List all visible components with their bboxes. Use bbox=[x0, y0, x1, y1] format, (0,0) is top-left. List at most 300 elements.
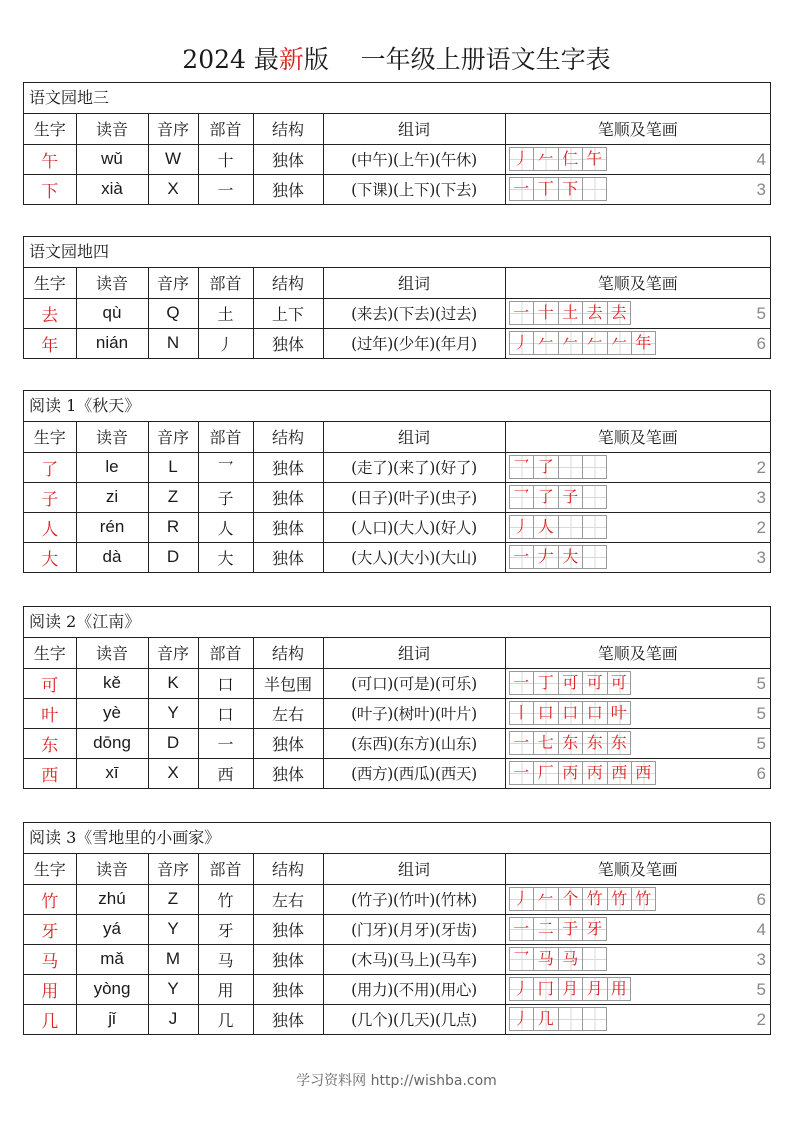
stroke-step bbox=[607, 761, 632, 785]
stroke-count: 2 bbox=[756, 517, 766, 537]
stroke-step bbox=[607, 671, 632, 695]
stroke-order-cell bbox=[505, 144, 770, 174]
stroke-count: 6 bbox=[756, 333, 766, 353]
stroke-glyph: 厂 bbox=[537, 763, 554, 783]
stroke-glyph: 𠂉 bbox=[537, 889, 554, 908]
char-table bbox=[24, 638, 770, 788]
stroke-grid bbox=[509, 947, 771, 971]
stroke-step bbox=[558, 731, 583, 755]
character-cell: 午 bbox=[24, 144, 76, 174]
structure-cell: 独体 bbox=[253, 944, 323, 974]
title-prefix: 2024 最 bbox=[182, 45, 279, 74]
stroke-step bbox=[509, 917, 534, 941]
stroke-step bbox=[582, 761, 607, 785]
stroke-glyph: 东 bbox=[562, 733, 579, 752]
order-cell: K bbox=[148, 668, 198, 698]
radical-cell: 人 bbox=[198, 512, 253, 542]
column-header: 组词 bbox=[323, 638, 505, 668]
words-cell: (下课)(上下)(下去) bbox=[323, 174, 505, 204]
stroke-count: 5 bbox=[756, 979, 766, 999]
stroke-step bbox=[533, 1007, 558, 1031]
stroke-count: 5 bbox=[756, 673, 766, 693]
stroke-count: 5 bbox=[756, 703, 766, 723]
radical-cell: 牙 bbox=[198, 914, 253, 944]
stroke-glyph: 𠂇 bbox=[537, 547, 554, 567]
pinyin-cell: zhú bbox=[76, 884, 148, 914]
stroke-step bbox=[509, 887, 534, 911]
column-header: 读音 bbox=[76, 638, 148, 668]
words-cell: (木马)(马上)(马车) bbox=[323, 944, 505, 974]
stroke-step bbox=[533, 761, 558, 785]
stroke-glyph: 丨 bbox=[513, 703, 530, 722]
words-cell: (叶子)(树叶)(叶片) bbox=[323, 698, 505, 728]
stroke-glyph: 一 bbox=[513, 919, 530, 938]
stroke-grid bbox=[509, 917, 771, 941]
column-header: 读音 bbox=[76, 422, 148, 452]
column-header: 部首 bbox=[198, 638, 253, 668]
empty-grid-box bbox=[582, 515, 607, 539]
stroke-glyph: 𠂉 bbox=[586, 333, 603, 353]
char-table bbox=[24, 422, 770, 572]
stroke-count: 4 bbox=[756, 149, 766, 169]
character-cell: 年 bbox=[24, 328, 76, 358]
structure-cell: 独体 bbox=[253, 174, 323, 204]
footer: 学习资料网 http://wishba.com bbox=[296, 1073, 497, 1089]
column-header: 部首 bbox=[198, 854, 253, 884]
words-cell: (用力)(不用)(用心) bbox=[323, 974, 505, 1004]
radical-cell: 一 bbox=[198, 728, 253, 758]
stroke-grid bbox=[509, 545, 771, 569]
stroke-step bbox=[558, 917, 583, 941]
column-header: 结构 bbox=[253, 854, 323, 884]
stroke-glyph: 口 bbox=[537, 703, 554, 722]
stroke-step bbox=[533, 515, 558, 539]
stroke-step bbox=[558, 331, 583, 355]
stroke-glyph: 口 bbox=[586, 703, 603, 722]
stroke-step bbox=[533, 331, 558, 355]
pinyin-cell: wǔ bbox=[76, 144, 148, 174]
table-row bbox=[24, 974, 770, 1004]
table-row bbox=[24, 668, 770, 698]
stroke-order-cell bbox=[505, 512, 770, 542]
stroke-step bbox=[582, 977, 607, 1001]
stroke-glyph: 十 bbox=[537, 303, 554, 322]
stroke-step bbox=[582, 147, 607, 171]
order-cell: W bbox=[148, 144, 198, 174]
stroke-glyph: 竹 bbox=[611, 889, 628, 908]
stroke-order-cell bbox=[505, 328, 770, 358]
stroke-grid bbox=[509, 761, 771, 785]
stroke-step bbox=[509, 977, 534, 1001]
section-title: 阅读 2《江南》 bbox=[24, 607, 770, 638]
section bbox=[23, 606, 771, 789]
stroke-step bbox=[509, 761, 534, 785]
table-row bbox=[24, 452, 770, 482]
section bbox=[23, 82, 771, 205]
stroke-order-cell bbox=[505, 298, 770, 328]
stroke-step bbox=[558, 947, 583, 971]
column-header: 音序 bbox=[148, 268, 198, 298]
stroke-step bbox=[509, 331, 534, 355]
words-cell: (东西)(东方)(山东) bbox=[323, 728, 505, 758]
stroke-glyph: 了 bbox=[537, 457, 554, 476]
empty-grid-box bbox=[582, 545, 607, 569]
stroke-step bbox=[558, 147, 583, 171]
table-row bbox=[24, 944, 770, 974]
structure-cell: 独体 bbox=[253, 328, 323, 358]
stroke-glyph: 乛 bbox=[513, 457, 530, 476]
stroke-step bbox=[533, 917, 558, 941]
stroke-glyph: 去 bbox=[586, 303, 603, 322]
stroke-glyph: 𠂉 bbox=[611, 333, 628, 353]
column-header: 组词 bbox=[323, 422, 505, 452]
stroke-step bbox=[533, 485, 558, 509]
stroke-glyph: 东 bbox=[586, 733, 603, 752]
stroke-step bbox=[631, 887, 656, 911]
empty-grid-box bbox=[558, 1007, 583, 1031]
stroke-glyph: 二 bbox=[537, 919, 554, 938]
stroke-count: 6 bbox=[756, 889, 766, 909]
words-cell: (过年)(少年)(年月) bbox=[323, 328, 505, 358]
stroke-order-cell bbox=[505, 668, 770, 698]
stroke-glyph: 一 bbox=[513, 303, 530, 322]
stroke-step bbox=[509, 147, 534, 171]
pinyin-cell: le bbox=[76, 452, 148, 482]
stroke-count: 5 bbox=[756, 303, 766, 323]
pinyin-cell: kě bbox=[76, 668, 148, 698]
stroke-glyph: 月 bbox=[586, 979, 603, 998]
structure-cell: 独体 bbox=[253, 914, 323, 944]
stroke-glyph: 一 bbox=[513, 179, 530, 199]
stroke-step bbox=[558, 177, 583, 201]
character-cell: 牙 bbox=[24, 914, 76, 944]
pinyin-cell: nián bbox=[76, 328, 148, 358]
stroke-order-cell bbox=[505, 482, 770, 512]
stroke-step bbox=[533, 177, 558, 201]
stroke-step bbox=[558, 485, 583, 509]
structure-cell: 独体 bbox=[253, 728, 323, 758]
stroke-step bbox=[582, 731, 607, 755]
order-cell: J bbox=[148, 1004, 198, 1034]
stroke-step bbox=[509, 1007, 534, 1031]
column-header: 生字 bbox=[24, 268, 76, 298]
stroke-glyph: 丁 bbox=[537, 673, 554, 692]
radical-cell: 十 bbox=[198, 144, 253, 174]
pinyin-cell: xià bbox=[76, 174, 148, 204]
stroke-step bbox=[509, 545, 534, 569]
stroke-glyph: 冂 bbox=[537, 979, 554, 998]
words-cell: (日子)(叶子)(虫子) bbox=[323, 482, 505, 512]
stroke-glyph: 几 bbox=[537, 1009, 554, 1029]
order-cell: Z bbox=[148, 884, 198, 914]
words-cell: (大人)(大小)(大山) bbox=[323, 542, 505, 572]
stroke-step bbox=[533, 545, 558, 569]
table-row bbox=[24, 174, 770, 204]
stroke-glyph: 七 bbox=[537, 733, 554, 752]
stroke-step bbox=[533, 887, 558, 911]
radical-cell: 西 bbox=[198, 758, 253, 788]
radical-cell: 一 bbox=[198, 174, 253, 204]
radical-cell: 土 bbox=[198, 298, 253, 328]
column-header: 结构 bbox=[253, 114, 323, 144]
character-cell: 可 bbox=[24, 668, 76, 698]
stroke-grid bbox=[509, 515, 771, 539]
header-row bbox=[24, 854, 770, 884]
stroke-step bbox=[533, 147, 558, 171]
stroke-step bbox=[558, 761, 583, 785]
title-suffix: 版 一年级上册语文生字表 bbox=[303, 45, 611, 74]
stroke-grid bbox=[509, 301, 771, 325]
stroke-step bbox=[582, 917, 607, 941]
stroke-grid bbox=[509, 887, 771, 911]
stroke-count: 6 bbox=[756, 763, 766, 783]
stroke-step bbox=[631, 761, 656, 785]
stroke-step bbox=[607, 331, 632, 355]
stroke-glyph: 叶 bbox=[610, 703, 627, 722]
character-cell: 几 bbox=[24, 1004, 76, 1034]
page-title bbox=[0, 44, 793, 76]
stroke-grid bbox=[509, 455, 771, 479]
empty-grid-box bbox=[582, 947, 607, 971]
character-cell: 去 bbox=[24, 298, 76, 328]
words-cell: (可口)(可是)(可乐) bbox=[323, 668, 505, 698]
stroke-step bbox=[533, 701, 558, 725]
stroke-step bbox=[582, 331, 607, 355]
stroke-step bbox=[558, 977, 583, 1001]
pinyin-cell: qù bbox=[76, 298, 148, 328]
stroke-glyph: 丿 bbox=[513, 979, 530, 998]
words-cell: (竹子)(竹叶)(竹林) bbox=[323, 884, 505, 914]
column-header: 组词 bbox=[323, 268, 505, 298]
stroke-glyph: 可 bbox=[562, 673, 579, 692]
words-cell: (走了)(来了)(好了) bbox=[323, 452, 505, 482]
stroke-glyph: 西 bbox=[611, 763, 628, 783]
stroke-glyph: 乛 bbox=[513, 487, 530, 506]
stroke-glyph: 丿 bbox=[513, 517, 530, 536]
stroke-step bbox=[558, 301, 583, 325]
stroke-glyph: 可 bbox=[586, 673, 603, 692]
empty-grid-box bbox=[558, 515, 583, 539]
stroke-step bbox=[509, 671, 534, 695]
stroke-grid bbox=[509, 731, 771, 755]
table-row bbox=[24, 1004, 770, 1034]
stroke-step bbox=[582, 701, 607, 725]
section bbox=[23, 822, 771, 1035]
stroke-step bbox=[533, 671, 558, 695]
radical-cell: 竹 bbox=[198, 884, 253, 914]
stroke-step bbox=[533, 947, 558, 971]
stroke-step bbox=[533, 301, 558, 325]
character-cell: 人 bbox=[24, 512, 76, 542]
table-row bbox=[24, 758, 770, 788]
stroke-step bbox=[607, 731, 632, 755]
stroke-glyph: 一 bbox=[513, 733, 530, 752]
stroke-order-cell bbox=[505, 542, 770, 572]
stroke-count: 3 bbox=[756, 949, 766, 969]
structure-cell: 独体 bbox=[253, 1004, 323, 1034]
stroke-grid bbox=[509, 1007, 771, 1031]
column-header: 部首 bbox=[198, 422, 253, 452]
words-cell: (中午)(上午)(午休) bbox=[323, 144, 505, 174]
column-header: 读音 bbox=[76, 268, 148, 298]
section-title: 语文园地四 bbox=[24, 237, 770, 268]
column-header: 笔顺及笔画 bbox=[505, 638, 770, 668]
stroke-glyph: 下 bbox=[562, 179, 579, 199]
stroke-step bbox=[509, 301, 534, 325]
stroke-glyph: 个 bbox=[562, 889, 579, 908]
stroke-grid bbox=[509, 977, 771, 1001]
section bbox=[23, 390, 771, 573]
column-header: 生字 bbox=[24, 638, 76, 668]
stroke-grid bbox=[509, 701, 771, 725]
stroke-glyph: 去 bbox=[610, 303, 627, 322]
order-cell: Q bbox=[148, 298, 198, 328]
stroke-glyph: 仁 bbox=[562, 149, 579, 168]
stroke-step bbox=[533, 455, 558, 479]
stroke-glyph: 可 bbox=[610, 673, 627, 692]
stroke-step bbox=[509, 485, 534, 509]
stroke-glyph: 一 bbox=[513, 673, 530, 692]
column-header: 结构 bbox=[253, 268, 323, 298]
column-header: 生字 bbox=[24, 114, 76, 144]
order-cell: N bbox=[148, 328, 198, 358]
table-row bbox=[24, 512, 770, 542]
radical-cell: 几 bbox=[198, 1004, 253, 1034]
stroke-glyph: 丅 bbox=[537, 179, 554, 199]
stroke-step bbox=[607, 701, 632, 725]
stroke-count: 4 bbox=[756, 919, 766, 939]
stroke-glyph: 竹 bbox=[586, 889, 603, 908]
stroke-step bbox=[558, 701, 583, 725]
table-row bbox=[24, 328, 770, 358]
structure-cell: 独体 bbox=[253, 512, 323, 542]
character-cell: 大 bbox=[24, 542, 76, 572]
order-cell: Z bbox=[148, 482, 198, 512]
stroke-step bbox=[631, 331, 656, 355]
stroke-step bbox=[558, 545, 583, 569]
stroke-glyph: 口 bbox=[562, 703, 579, 722]
stroke-step bbox=[558, 887, 583, 911]
table-row bbox=[24, 698, 770, 728]
section-title: 阅读 3《雪地里的小画家》 bbox=[24, 823, 770, 854]
stroke-step bbox=[582, 887, 607, 911]
words-cell: (几个)(几天)(几点) bbox=[323, 1004, 505, 1034]
stroke-glyph: 丿 bbox=[513, 333, 530, 353]
stroke-step bbox=[509, 947, 534, 971]
header-row bbox=[24, 422, 770, 452]
header-row bbox=[24, 114, 770, 144]
stroke-step bbox=[607, 887, 632, 911]
stroke-glyph: 马 bbox=[562, 949, 579, 968]
column-header: 笔顺及笔画 bbox=[505, 114, 770, 144]
table-row bbox=[24, 914, 770, 944]
pinyin-cell: yòng bbox=[76, 974, 148, 1004]
stroke-order-cell bbox=[505, 758, 770, 788]
stroke-glyph: 用 bbox=[610, 979, 627, 998]
order-cell: X bbox=[148, 174, 198, 204]
pinyin-cell: jǐ bbox=[76, 1004, 148, 1034]
stroke-glyph: 一 bbox=[513, 763, 530, 783]
stroke-grid bbox=[509, 485, 771, 509]
column-header: 音序 bbox=[148, 638, 198, 668]
empty-grid-box bbox=[558, 455, 583, 479]
stroke-glyph: 丙 bbox=[586, 763, 603, 783]
radical-cell: 马 bbox=[198, 944, 253, 974]
order-cell: X bbox=[148, 758, 198, 788]
structure-cell: 上下 bbox=[253, 298, 323, 328]
order-cell: Y bbox=[148, 698, 198, 728]
words-cell: (西方)(西瓜)(西天) bbox=[323, 758, 505, 788]
character-cell: 东 bbox=[24, 728, 76, 758]
structure-cell: 独体 bbox=[253, 542, 323, 572]
header-row bbox=[24, 638, 770, 668]
stroke-step bbox=[509, 455, 534, 479]
radical-cell: 口 bbox=[198, 668, 253, 698]
column-header: 音序 bbox=[148, 422, 198, 452]
stroke-glyph: 𠂉 bbox=[537, 333, 554, 353]
stroke-count: 5 bbox=[756, 733, 766, 753]
radical-cell: 用 bbox=[198, 974, 253, 1004]
stroke-glyph: 子 bbox=[562, 487, 579, 506]
stroke-glyph: 丙 bbox=[562, 763, 579, 783]
radical-cell: 丿 bbox=[198, 328, 253, 358]
order-cell: Y bbox=[148, 914, 198, 944]
header-row bbox=[24, 268, 770, 298]
structure-cell: 独体 bbox=[253, 758, 323, 788]
column-header: 生字 bbox=[24, 854, 76, 884]
stroke-glyph: 竹 bbox=[635, 889, 652, 908]
stroke-glyph: 乛 bbox=[513, 949, 530, 968]
order-cell: Y bbox=[148, 974, 198, 1004]
stroke-step bbox=[607, 977, 632, 1001]
stroke-grid bbox=[509, 671, 771, 695]
pinyin-cell: yá bbox=[76, 914, 148, 944]
stroke-step bbox=[582, 301, 607, 325]
stroke-order-cell bbox=[505, 944, 770, 974]
stroke-order-cell bbox=[505, 914, 770, 944]
pinyin-cell: dà bbox=[76, 542, 148, 572]
stroke-step bbox=[509, 731, 534, 755]
empty-grid-box bbox=[582, 485, 607, 509]
order-cell: L bbox=[148, 452, 198, 482]
order-cell: R bbox=[148, 512, 198, 542]
structure-cell: 独体 bbox=[253, 452, 323, 482]
column-header: 音序 bbox=[148, 854, 198, 884]
order-cell: D bbox=[148, 542, 198, 572]
stroke-step bbox=[558, 671, 583, 695]
radical-cell: 乛 bbox=[198, 452, 253, 482]
character-cell: 竹 bbox=[24, 884, 76, 914]
stroke-glyph: 月 bbox=[562, 979, 579, 998]
structure-cell: 左右 bbox=[253, 698, 323, 728]
section-title: 语文园地三 bbox=[24, 83, 770, 114]
table-row bbox=[24, 884, 770, 914]
char-table bbox=[24, 854, 770, 1034]
column-header: 生字 bbox=[24, 422, 76, 452]
char-table bbox=[24, 268, 770, 358]
char-table bbox=[24, 114, 770, 204]
words-cell: (门牙)(月牙)(牙齿) bbox=[323, 914, 505, 944]
stroke-glyph: 土 bbox=[562, 303, 579, 322]
column-header: 读音 bbox=[76, 854, 148, 884]
stroke-glyph: 丿 bbox=[513, 889, 530, 908]
pinyin-cell: yè bbox=[76, 698, 148, 728]
stroke-count: 3 bbox=[756, 487, 766, 507]
stroke-order-cell bbox=[505, 728, 770, 758]
table-row bbox=[24, 728, 770, 758]
column-header: 笔顺及笔画 bbox=[505, 422, 770, 452]
stroke-order-cell bbox=[505, 452, 770, 482]
